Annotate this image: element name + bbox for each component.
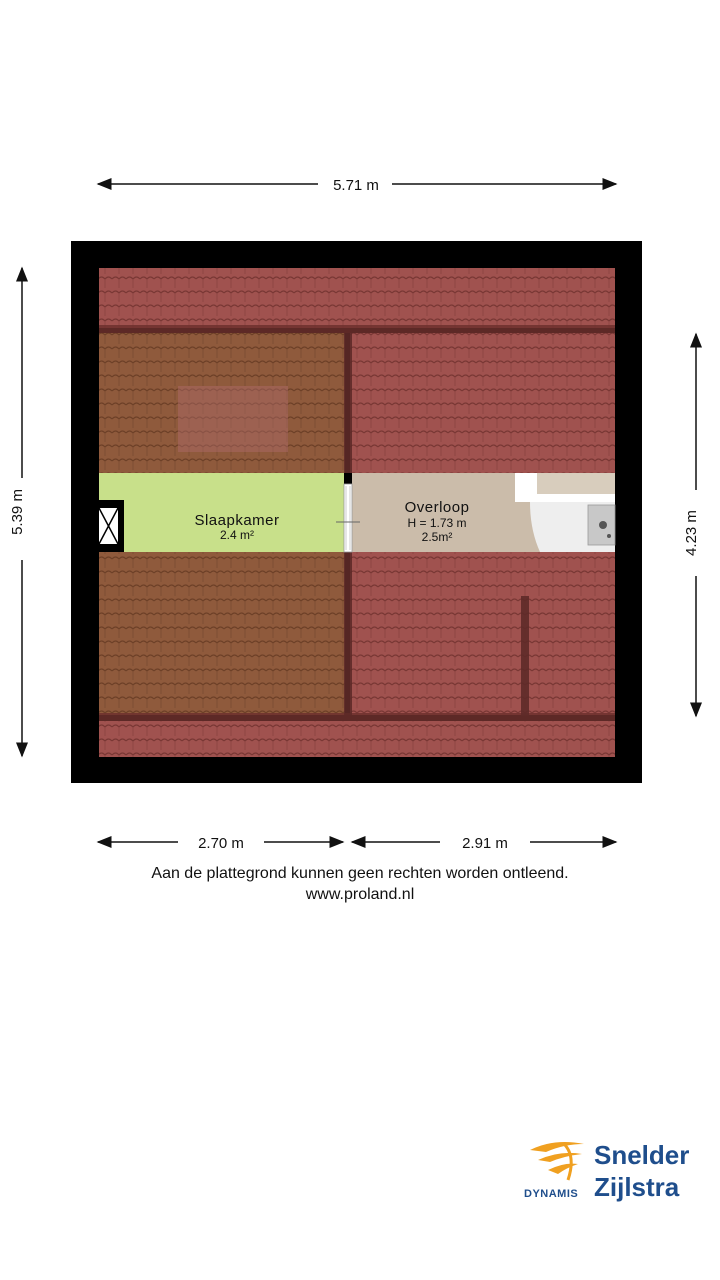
room-overloop-area: 2.5m² bbox=[421, 530, 453, 544]
roof-tiles-bottom bbox=[99, 721, 615, 757]
dimension-left-label: 5.39 m bbox=[9, 489, 26, 535]
roof-valley-lower bbox=[344, 552, 352, 715]
dimension-bottom-right-label: 2.91 m bbox=[462, 835, 508, 852]
disclaimer-text: Aan de plattegrond kunnen geen rechten worden ontleend. bbox=[151, 865, 569, 882]
roof-valley-upper bbox=[344, 333, 352, 473]
skylight bbox=[178, 386, 288, 452]
company-logo bbox=[520, 1136, 710, 1210]
dimension-bottom-left bbox=[98, 835, 343, 852]
dimension-bottom-right bbox=[352, 835, 616, 852]
dimension-left bbox=[9, 268, 26, 756]
roof-tiles-lower-left bbox=[99, 552, 345, 715]
window-cross bbox=[92, 500, 124, 552]
roof-tiles-upper-right bbox=[350, 333, 615, 473]
roof-valley-right bbox=[521, 596, 529, 716]
dimension-top-label: 5.71 m bbox=[333, 177, 379, 194]
roof-ridge-top bbox=[99, 325, 615, 333]
logo-swirl-icon bbox=[524, 1136, 590, 1186]
logo-line1: Snelder bbox=[594, 1140, 690, 1170]
roof-ridge-bottom bbox=[99, 713, 615, 721]
room-slaapkamer-name: Slaapkamer bbox=[194, 512, 280, 529]
dimension-top bbox=[98, 177, 616, 194]
room-overloop-name: Overloop bbox=[404, 499, 470, 516]
dimension-right-label: 4.23 m bbox=[683, 510, 700, 556]
dimension-right bbox=[683, 334, 700, 716]
logo-line2: Zijlstra bbox=[594, 1172, 680, 1202]
logo-tagline: DYNAMIS bbox=[524, 1188, 579, 1200]
roof-tiles-lower-right bbox=[350, 552, 615, 715]
room-overloop-height: H = 1.73 m bbox=[407, 516, 467, 530]
roof-tiles-top bbox=[99, 268, 615, 328]
dimension-bottom-left-label: 2.70 m bbox=[198, 835, 244, 852]
room-slaapkamer-area: 2.4 m² bbox=[219, 528, 255, 542]
website-link[interactable]: www.proland.nl bbox=[305, 886, 415, 903]
knob-icon bbox=[599, 521, 607, 529]
